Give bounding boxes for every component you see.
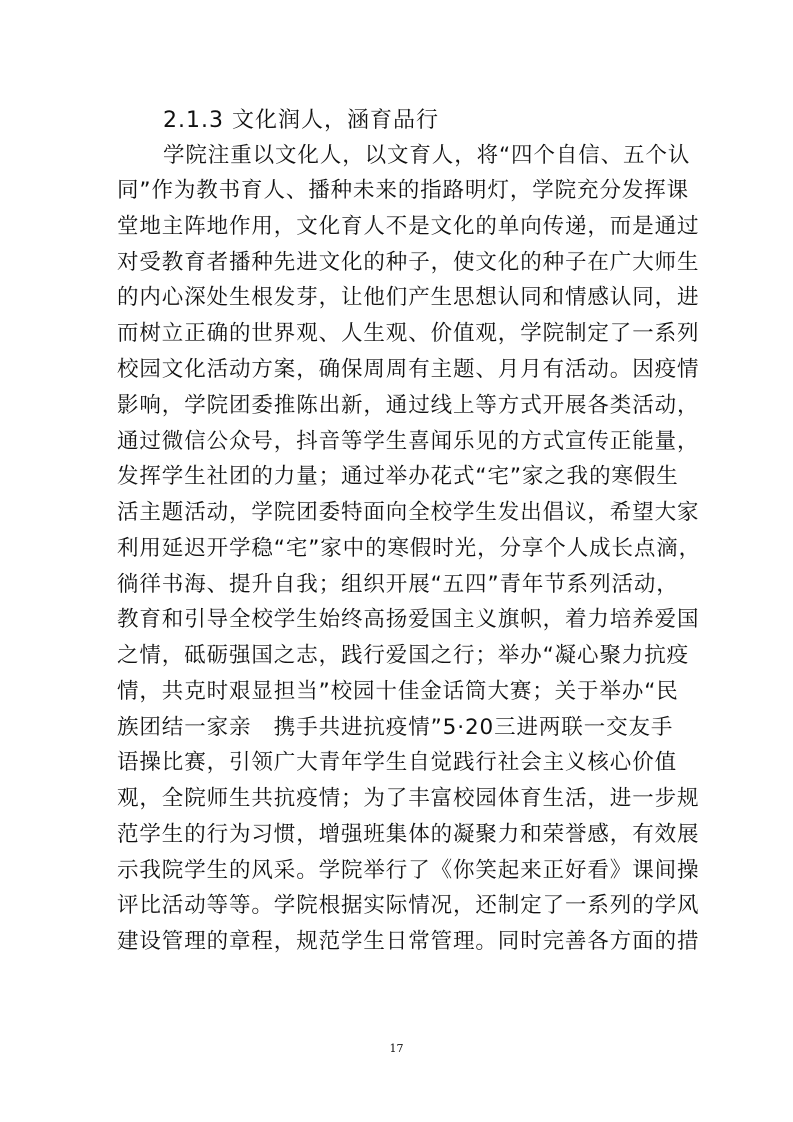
- paragraph-line: 堂地主阵地作用，文化育人不是文化的单向传递，而是通过: [117, 214, 700, 239]
- paragraph-line: 教育和引导全校学生始终高扬爱国主义旗帜，着力培养爱国: [117, 607, 700, 632]
- paragraph-line: 建设管理的章程，规范学生日常管理。同时完善各方面的措: [117, 929, 700, 954]
- paragraph-line: 通过微信公众号，抖音等学生喜闻乐见的方式宣传正能量，: [117, 429, 700, 454]
- paragraph-line: 之情，砥砺强国之志，践行爱国之行；举办“凝心聚力抗疫: [117, 643, 690, 668]
- paragraph-line: 示我院学生的风采。学院举行了《你笑起来正好看》课间操: [117, 858, 700, 883]
- paragraph-line: 发挥学生社团的力量；通过举办花式“宅”家之我的寒假生: [117, 464, 679, 489]
- section-heading: 2.1.3 文化润人，涵育品行: [163, 108, 439, 133]
- paragraph-line: 情，共克时艰显担当”校园十佳金话筒大赛；关于举办“民: [117, 679, 679, 704]
- paragraph-line: 校园文化活动方案，确保周周有主题、月月有活动。因疫情: [117, 357, 700, 382]
- paragraph-line: 范学生的行为习惯，增强班集体的凝聚力和荣誉感，有效展: [117, 822, 700, 847]
- paragraph-line: 利用延迟开学稳“宅”家中的寒假时光，分享个人成长点滴，: [117, 536, 702, 561]
- paragraph-line: 学院注重以文化人，以文育人，将“四个自信、五个认: [163, 143, 691, 168]
- paragraph-line: 同”作为教书育人、播种未来的指路明灯，学院充分发挥课: [117, 178, 690, 203]
- paragraph-line: 族团结一家亲 携手共进抗疫情”5·20三进两联一交友手: [117, 715, 674, 740]
- paragraph-line: 活主题活动，学院团委特面向全校学生发出倡议，希望大家: [117, 500, 700, 525]
- paragraph-line: 评比活动等等。学院根据实际情况，还制定了一系列的学风: [117, 893, 700, 918]
- paragraph-line: 徜徉书海、提升自我；组织开展“五四”青年节系列活动，: [117, 572, 679, 597]
- page-number: 17: [389, 1042, 404, 1055]
- paragraph-line: 而树立正确的世界观、人生观、价值观，学院制定了一系列: [117, 321, 700, 346]
- paragraph-line: 语操比赛，引领广大青年学生自觉践行社会主义核心价值: [117, 750, 678, 775]
- paragraph-line: 观，全院师生共抗疫情；为了丰富校园体育生活，进一步规: [117, 786, 700, 811]
- paragraph-line: 影响，学院团委推陈出新，通过线上等方式开展各类活动，: [117, 393, 700, 418]
- paragraph-line: 对受教育者播种先进文化的种子，使文化的种子在广大师生: [117, 250, 700, 275]
- paragraph-line: 的内心深处生根发芽，让他们产生思想认同和情感认同，进: [117, 285, 700, 310]
